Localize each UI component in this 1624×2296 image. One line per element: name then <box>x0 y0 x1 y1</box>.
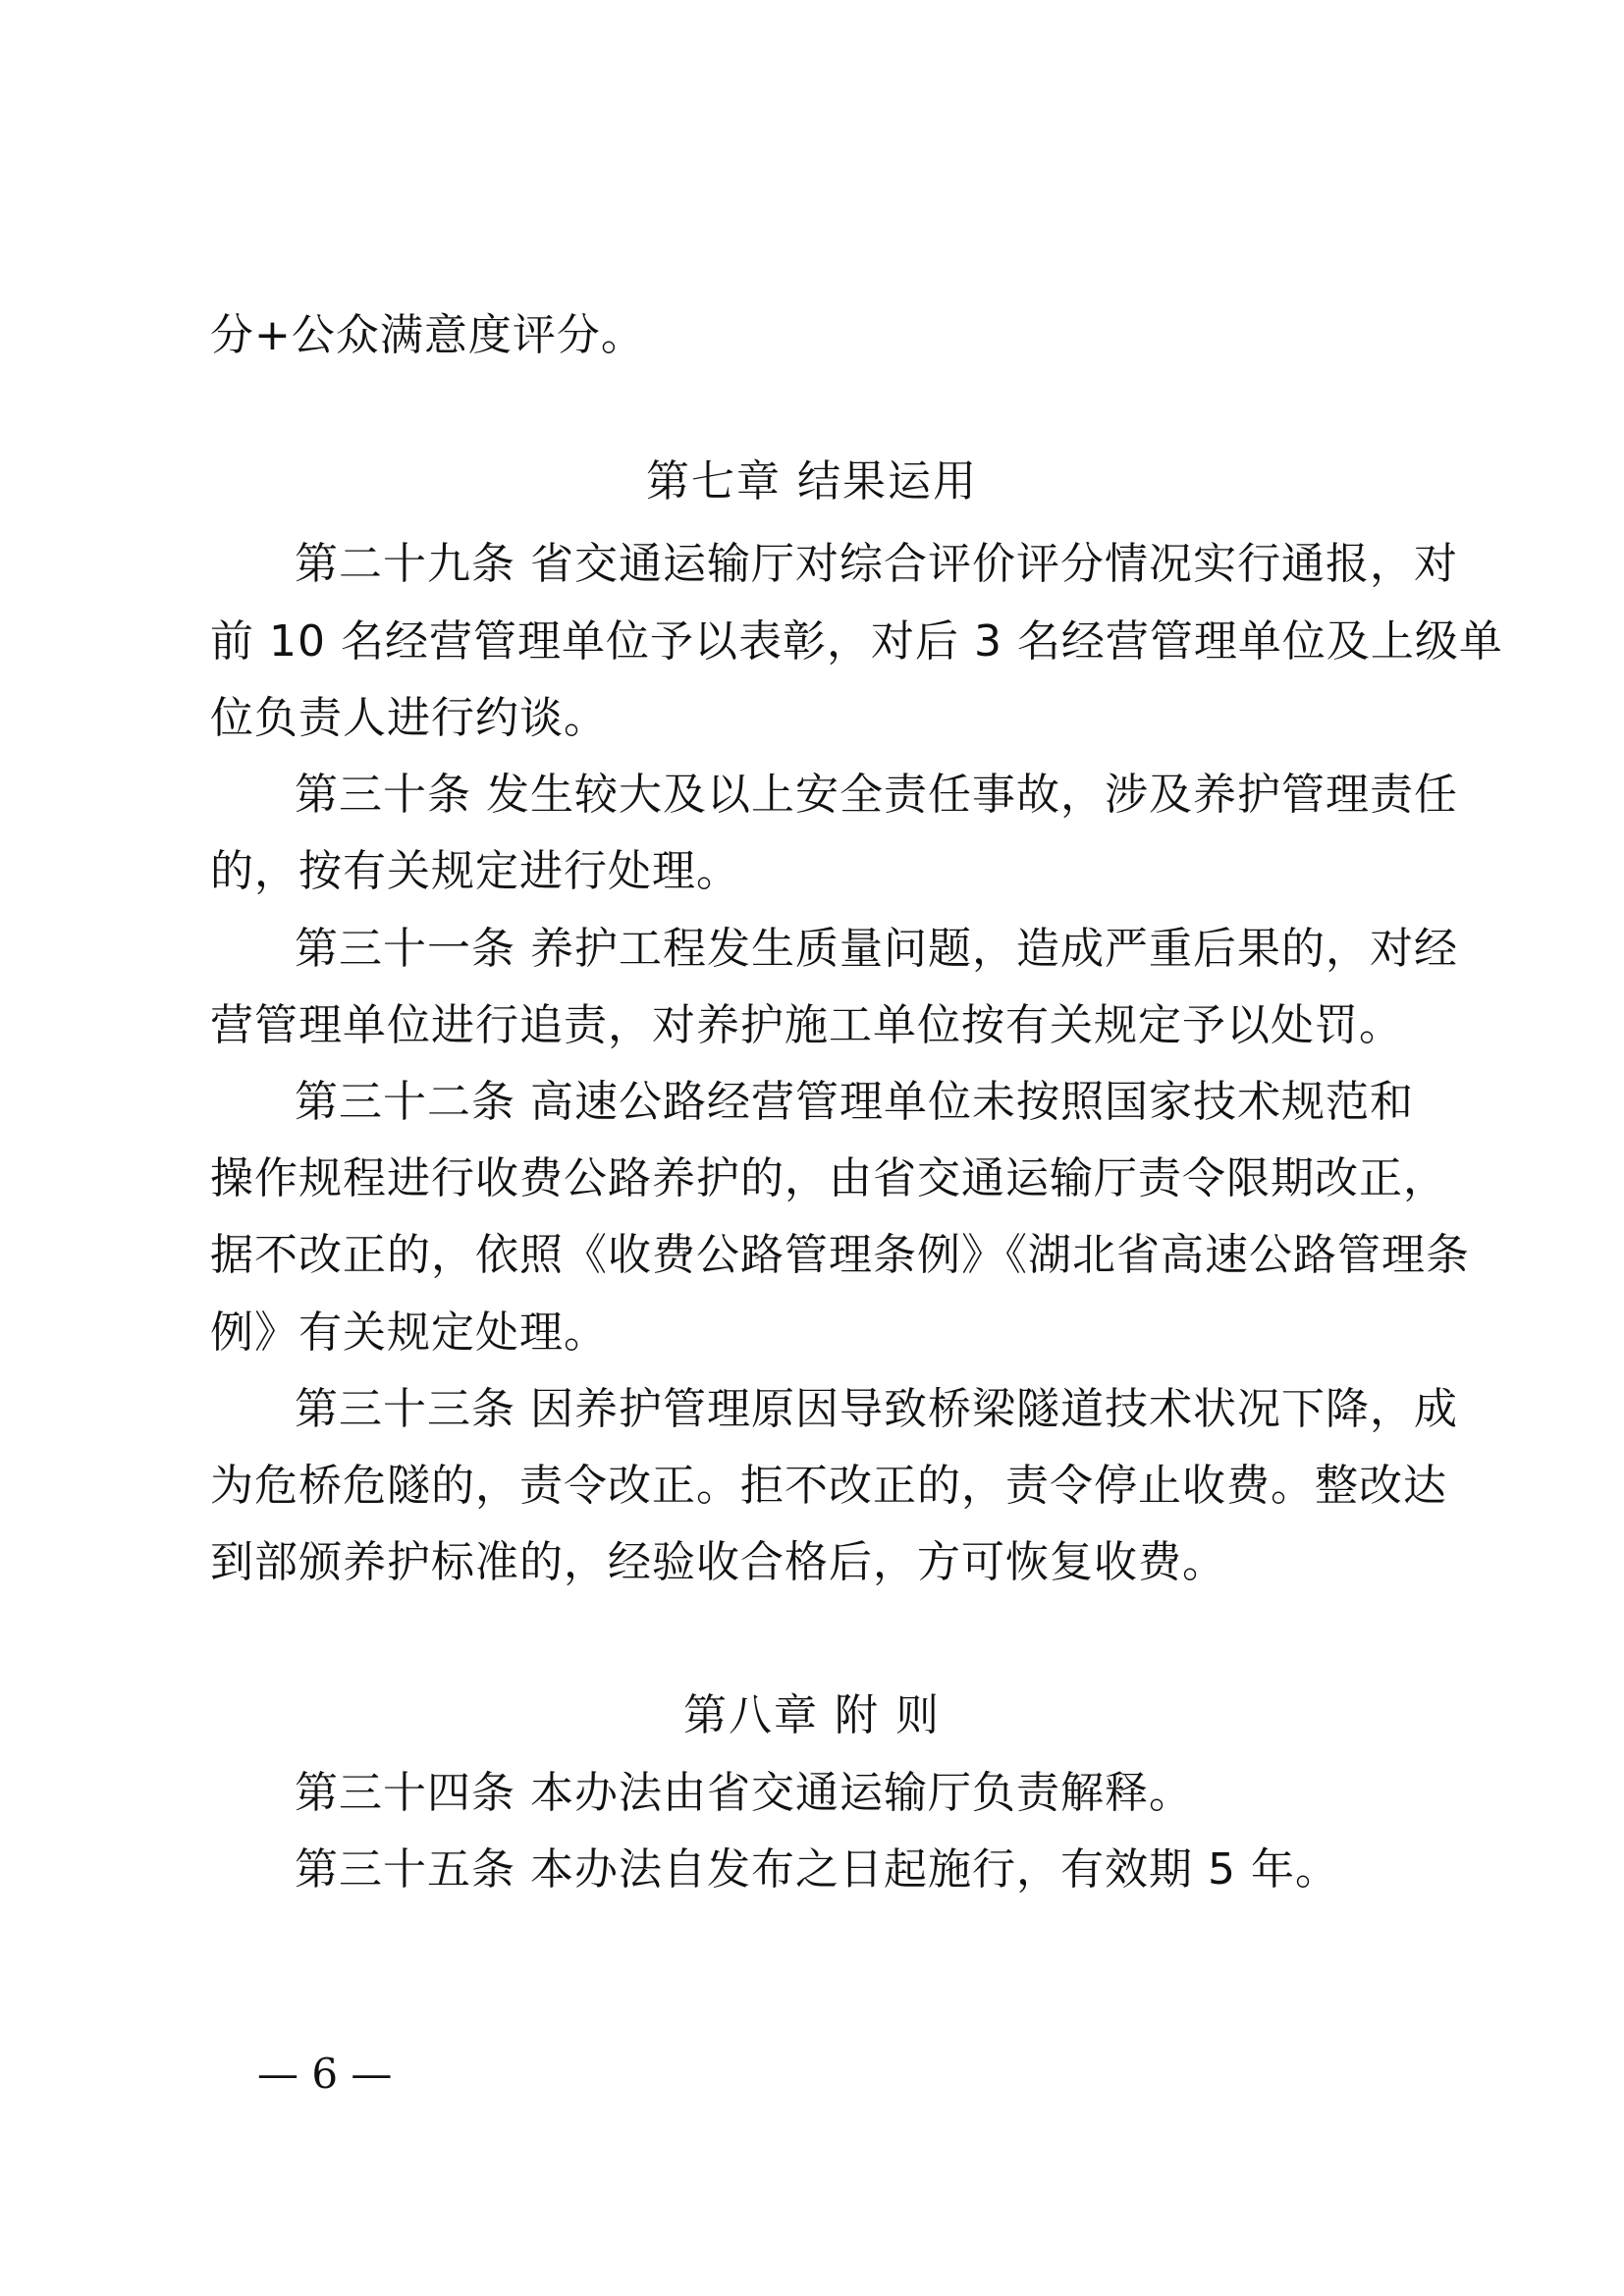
text-line: 的，按有关规定进行处理。 <box>210 846 740 896</box>
text-line: 营管理单位进行追责，对养护施工单位按有关规定予以处罚。 <box>210 1000 1403 1050</box>
article-29-start: 第二十九条 省交通运输厅对综合评价评分情况实行通报，对 <box>295 539 1458 589</box>
text-line: 操作规程进行收费公路养护的，由省交通运输厅责令限期改正， <box>210 1153 1447 1203</box>
article-30-start: 第三十条 发生较大及以上安全责任事故，涉及养护管理责任 <box>295 770 1458 820</box>
text-line: 分+公众满意度评分。 <box>210 310 645 360</box>
text-line: 到部颁养护标准的，经验收合格后，方可恢复收费。 <box>210 1537 1226 1587</box>
article-35: 第三十五条 本办法自发布之日起施行，有效期 5 年。 <box>295 1844 1339 1895</box>
article-34: 第三十四条 本办法由省交通运输厅负责解释。 <box>295 1768 1193 1818</box>
article-32-start: 第三十二条 高速公路经营管理单位未按照国家技术规范和 <box>295 1077 1414 1127</box>
article-31-start: 第三十一条 养护工程发生质量问题，造成严重后果的，对经 <box>295 924 1458 974</box>
text-line: 为危桥危隧的，责令改正。拒不改正的，责令停止收费。整改达 <box>210 1461 1447 1511</box>
text-line: 据不改正的，依照《收费公路管理条例》《湖北省高速公路管理条 <box>210 1230 1470 1280</box>
chapter-heading: 第七章 结果运用 <box>646 456 978 507</box>
article-33-start: 第三十三条 因养护管理原因导致桥梁隧道技术状况下降，成 <box>295 1384 1458 1434</box>
page-number: — 6 — <box>257 2050 393 2098</box>
text-line: 前 10 名经营管理单位予以表彰，对后 3 名经营管理单位及上级单 <box>210 616 1503 667</box>
text-line: 位负责人进行约谈。 <box>210 693 608 743</box>
text-line: 例》有关规定处理。 <box>210 1308 608 1358</box>
chapter-heading: 第八章 附 则 <box>683 1690 941 1740</box>
